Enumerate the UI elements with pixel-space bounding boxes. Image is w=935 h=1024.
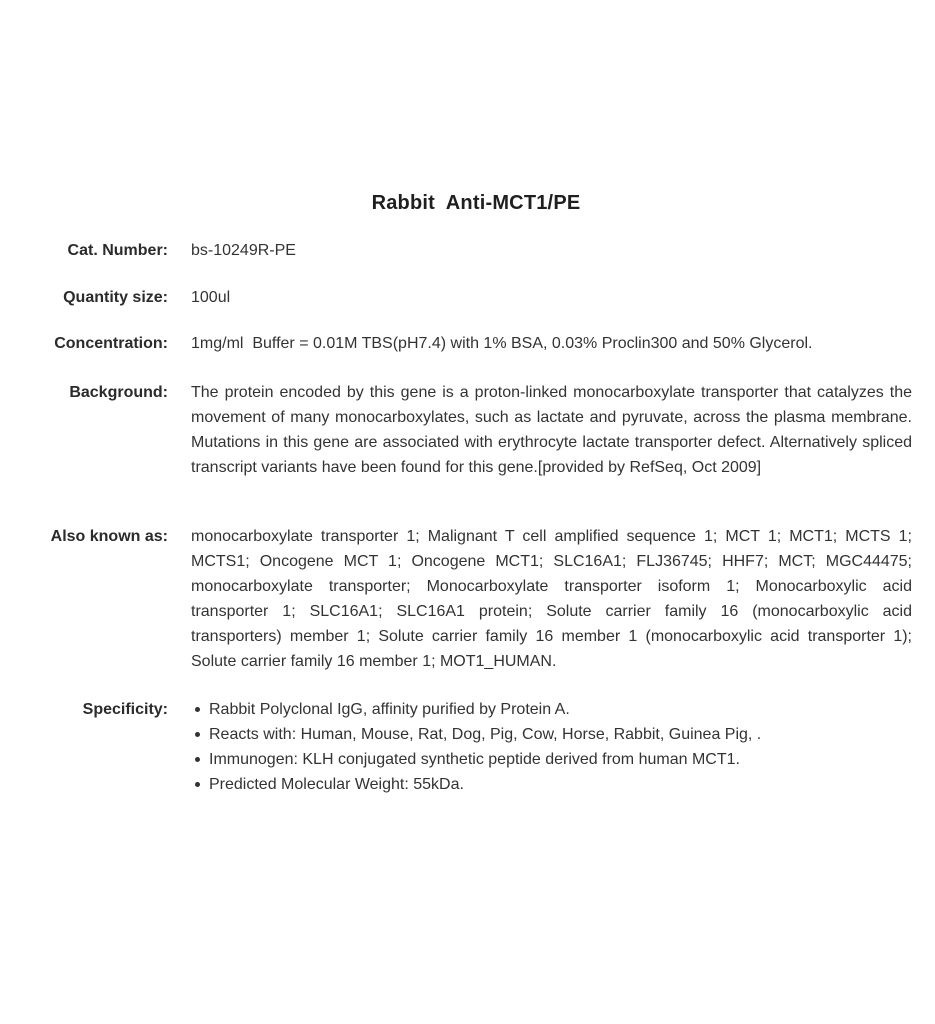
- specificity-label: Specificity:: [82, 701, 168, 718]
- field-row-specificity: [40, 697, 912, 797]
- background-value: The protein encoded by this gene is a proton-linked monocarboxylate transporter that catalyzes the movement of many monocarboxylates, such as lactate and pyruvate, across the plasma membrane. Mutations in this gene are associated with erythrocyte lactate transporter defect. Alternatively spliced transcript variants have been found for this gene.[provided by RefSeq, Oct 2009]: [191, 384, 912, 476]
- specificity-item: [191, 722, 912, 747]
- specificity-item-text: Rabbit Polyclonal IgG, affinity purified by Protein A.: [209, 701, 570, 718]
- background-label: Background:: [69, 384, 168, 401]
- specificity-item: [191, 747, 912, 772]
- quantity-size-label: Quantity size:: [63, 289, 168, 306]
- cat-number-value: bs-10249R-PE: [191, 242, 296, 259]
- specificity-item-text: Predicted Molecular Weight: 55kDa.: [209, 776, 464, 793]
- also-known-as-value: monocarboxylate transporter 1; Malignant T cell amplified sequence 1; MCT 1; MCT1; MCTS 1; MCTS1; Oncogene MCT 1; Oncogene MCT1; SLC16A1; FLJ36745; HHF7; MCT; MGC44475; monocarboxylate transporter; Monocarboxylate transporter isoform 1; Monocarboxylic acid transporter 1; SLC16A1; SLC16A1 protein; Solute carrier family 16 (monocarboxylic acid transporters) member 1; Solute carrier family 16 member 1 (monocarboxylic acid transporter 1); Solute carrier family 16 member 1; MOT1_HUMAN.: [191, 528, 912, 670]
- specificity-item: [191, 772, 912, 797]
- cat-number-label: Cat. Number:: [67, 242, 168, 259]
- field-row-quantity-size: [40, 285, 912, 310]
- specificity-item: [191, 697, 912, 722]
- field-row-concentration: [40, 331, 912, 356]
- bullet-dot-icon: [195, 782, 200, 787]
- bullet-dot-icon: [195, 732, 200, 737]
- field-row-also-known-as: [40, 524, 912, 674]
- concentration-label: Concentration:: [54, 335, 168, 352]
- field-row-background: [40, 380, 912, 480]
- bullet-dot-icon: [195, 707, 200, 712]
- specificity-list: [191, 697, 912, 797]
- bullet-dot-icon: [195, 757, 200, 762]
- specificity-item-text: Reacts with: Human, Mouse, Rat, Dog, Pig, Cow, Horse, Rabbit, Guinea Pig, .: [209, 726, 762, 743]
- product-title: Rabbit Anti-MCT1/PE: [371, 192, 581, 215]
- concentration-value: 1mg/ml Buffer = 0.01M TBS(pH7.4) with 1% BSA, 0.03% Proclin300 and 50% Glycerol.: [191, 335, 813, 352]
- field-row-cat-number: [40, 238, 912, 263]
- quantity-size-value: 100ul: [191, 289, 231, 306]
- specificity-item-text: Immunogen: KLH conjugated synthetic peptide derived from human MCT1.: [209, 751, 740, 768]
- also-known-as-label: Also known as:: [50, 528, 168, 545]
